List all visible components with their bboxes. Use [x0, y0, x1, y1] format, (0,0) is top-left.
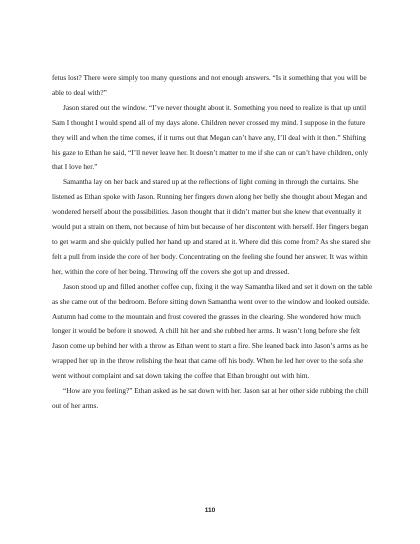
manuscript-page-body: [52, 71, 374, 414]
page-number: 110: [204, 507, 216, 514]
paragraph-fetus-lost: fetus lost? There were simply too many questions and not enough answers. “Is it something that you will be able to deal with?”: [52, 73, 367, 97]
paragraph-jason-window: Jason stared out the window. “I’ve never thought about it. Something you need to realize is that up until Sam I thought I would spend all of my days alone. Children never crossed my mind. I suppose in the future they will and when the time comes, if it turns out that Megan can’t have any, I’ll deal with it then.” Shifting his gaze to Ethan he said, “I’ll never leave her. It doesn’t matter to me if she can or can’t have children, only that I love her.”: [52, 102, 369, 172]
paragraph-coffee-cup: Jason stood up and filled another coffee cup, fixing it the way Samantha liked and set it down on the table as she came out of the bedroom. Before sitting down Samantha went over to the window and looked outside. Autumn had come to the mountain and frost covered the grasses in the clearing. She wondered how much longer it would be before it snowed. A chill hit her and she rubbed her arms. It wasn’t long before she felt Jason come up behind her with a throw as Ethan went to start a fire. She leaned back into Jason’s arms as he wrapped her up in the throw relishing the heat that came off his body. When he led her over to the sofa she went without complaint and sat down taking the coffee that Ethan brought out with him.: [52, 281, 373, 381]
paragraph-how-are-you: “How are you feeling?” Ethan asked as he sat down with her. Jason sat at her other side rubbing the chill out of her arms.: [52, 386, 369, 410]
paragraph-samantha-reflections: Samantha lay on her back and stared up at the reflections of light coming in through the curtains. She listened as Ethan spoke with Jason. Running her fingers down along her belly she thought about Megan and wondered herself about the possibilities. Jason thought that it didn’t matter but she knew that eventually it would put a strain on them, not because of him but because of her discontent with herself. Her fingers began to get warm and she quickly pulled her hand up and stared at it. Where did this come from? As she stared she felt a pull from inside the core of her body. Concentrating on the feeling she found her answer. It was within her, within the core of her being. Throwing off the covers she got up and dressed.: [52, 177, 371, 276]
